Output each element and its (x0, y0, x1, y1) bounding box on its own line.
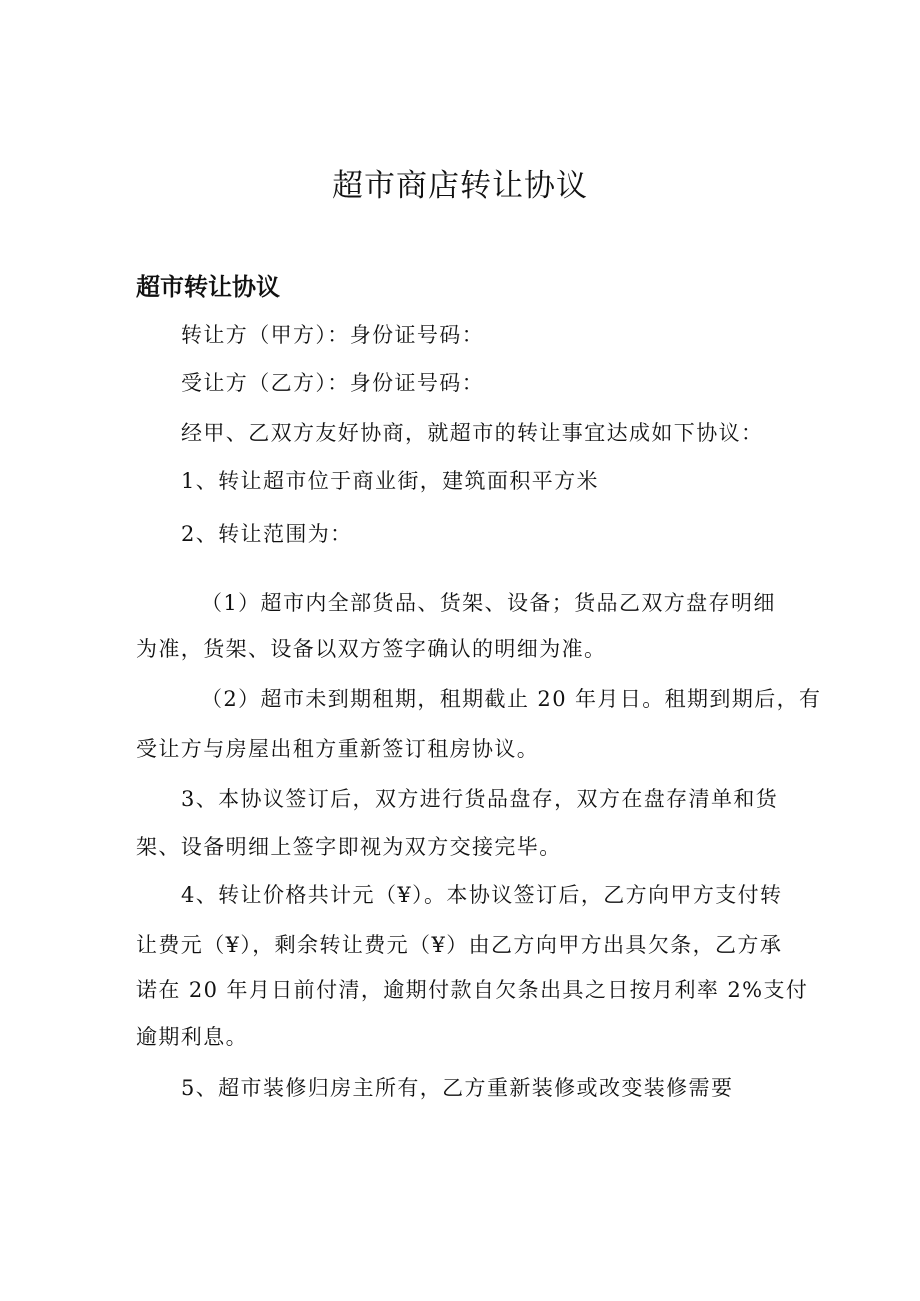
clause-3-line-1: 3、本协议签订后，双方进行货品盘存，双方在盘存清单和货 (181, 787, 779, 811)
party-b-line: 受让方（乙方）：身份证号码： (181, 371, 485, 395)
clause-1-line: 1、转让超市位于商业街，建筑面积平方米 (181, 469, 599, 493)
clause-2-1-line-2: 为准，货架、设备以双方签字确认的明细为准。 (136, 637, 607, 661)
clause-4-line-3: 诺在 20 年月日前付清，逾期付款自欠条出具之日按月利率 2%支付 (136, 978, 809, 1002)
clause-2-line: 2、转让范围为： (181, 522, 353, 546)
clause-2-2-line-2: 受让方与房屋出租方重新签订租房协议。 (136, 737, 540, 761)
clause-4-line-1: 4、转让价格共计元（¥）。本协议签订后，乙方向甲方支付转 (181, 883, 783, 907)
party-a-line: 转让方（甲方）：身份证号码： (181, 323, 485, 347)
clause-3-line-2: 架、设备明细上签字即视为双方交接完毕。 (136, 835, 562, 859)
section-heading: 超市转让协议 (136, 273, 280, 301)
clause-2-1-line-1: （1）超市内全部货品、货架、设备；货品乙双方盘存明细 (201, 591, 776, 615)
agreement-intro-line: 经甲、乙双方友好协商，就超市的转让事宜达成如下协议： (181, 421, 764, 445)
clause-2-2-line-1: （2）超市未到期租期，租期截止 20 年月日。租期到期后，有 (201, 687, 822, 711)
clause-5-line-1: 5、超市装修归房主所有，乙方重新装修或改变装修需要 (181, 1076, 734, 1100)
clause-4-line-4: 逾期利息。 (136, 1025, 248, 1049)
document-title: 超市商店转让协议 (332, 168, 588, 204)
clause-4-line-2: 让费元（¥），剩余转让费元（¥）由乙方向甲方出具欠条，乙方承 (136, 933, 783, 957)
